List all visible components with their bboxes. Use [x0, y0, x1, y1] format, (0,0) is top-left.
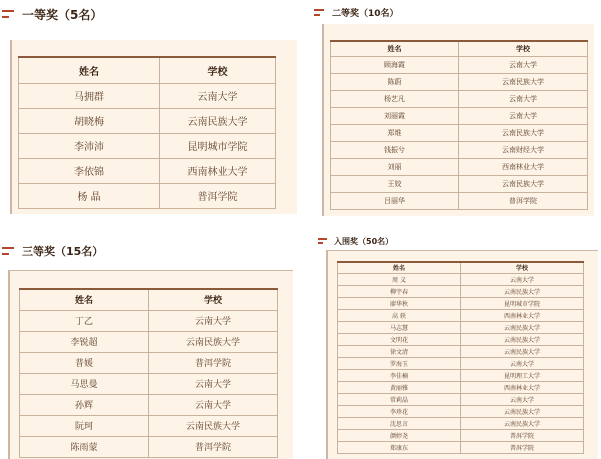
school-cell: 云南大学 — [459, 56, 588, 73]
first-prize-title: 一等奖（5名） — [22, 7, 103, 22]
school-cell: 云南民族大学 — [149, 415, 278, 436]
school-cell: 云南民族大学 — [149, 331, 278, 352]
name-cell: 黄丽雅 — [338, 381, 461, 393]
table-row — [331, 158, 588, 175]
second-prize-table — [330, 40, 588, 210]
school-cell: 云南大学 — [149, 310, 278, 331]
table-row — [338, 333, 584, 345]
school-cell: 云南大学 — [461, 393, 584, 405]
heading-marker-icon — [318, 238, 327, 244]
table-row — [331, 107, 588, 124]
name-cell: 丁乙 — [20, 310, 149, 331]
school-cell: 西南林业大学 — [459, 158, 588, 175]
school-cell: 云南大学 — [461, 273, 584, 285]
name-cell: 刘丽 — [331, 158, 459, 175]
name-cell: 高 轶 — [338, 309, 461, 321]
school-cell: 云南民族大学 — [459, 73, 588, 90]
honorable-title: 入围奖（50名） — [334, 236, 394, 246]
table-row — [331, 175, 588, 192]
first-prize-heading — [2, 5, 102, 23]
name-cell: 杨 晶 — [19, 183, 160, 208]
school-cell: 普洱学院 — [149, 352, 278, 373]
column-header-school: 学校 — [149, 289, 278, 310]
school-cell: 云南民族大学 — [461, 345, 584, 357]
name-cell: 李沛沛 — [19, 133, 160, 158]
school-cell: 普洱学院 — [160, 183, 276, 208]
name-cell: 杨艺凡 — [331, 90, 459, 107]
column-header-school: 学校 — [461, 262, 584, 273]
name-cell: 廖华秋 — [338, 297, 461, 309]
table-row — [338, 393, 584, 405]
table-row — [338, 321, 584, 333]
school-cell: 西南林业大学 — [160, 158, 276, 183]
name-cell: 马思曼 — [20, 373, 149, 394]
table-row — [331, 90, 588, 107]
column-header-name: 姓名 — [19, 57, 160, 83]
column-header-school: 学校 — [459, 41, 588, 56]
table-row — [19, 133, 276, 158]
name-cell: 刘丽霞 — [331, 107, 459, 124]
school-cell: 云南民族大学 — [461, 405, 584, 417]
name-cell: 马志慧 — [338, 321, 461, 333]
table-row — [338, 285, 584, 297]
name-cell: 吕丽华 — [331, 192, 459, 209]
third-prize-title: 三等奖（15名） — [22, 245, 104, 258]
table-row — [20, 352, 278, 373]
name-cell: 柳宇春 — [338, 285, 461, 297]
table-row — [331, 192, 588, 209]
table-row — [338, 381, 584, 393]
table-row — [19, 183, 276, 208]
table-row — [19, 108, 276, 133]
table-row — [20, 310, 278, 331]
name-cell: 胡晓梅 — [19, 108, 160, 133]
honorable-heading — [318, 235, 393, 247]
name-cell: 李佳楠 — [338, 369, 461, 381]
school-cell: 云南大学 — [149, 394, 278, 415]
honorable-table — [337, 261, 584, 454]
table-row — [20, 436, 278, 457]
school-cell: 普洱学院 — [459, 192, 588, 209]
school-cell: 云南大学 — [461, 357, 584, 369]
column-header-name: 姓名 — [20, 289, 149, 310]
school-cell: 普洱学院 — [149, 436, 278, 457]
table-row — [338, 369, 584, 381]
table-row — [338, 429, 584, 441]
name-cell: 李珍花 — [338, 405, 461, 417]
school-cell: 云南民族大学 — [461, 417, 584, 429]
name-cell: 常莉晶 — [338, 393, 461, 405]
school-cell: 西南林业大学 — [461, 381, 584, 393]
first-prize-table — [18, 56, 276, 209]
name-cell: 普媛 — [20, 352, 149, 373]
school-cell: 云南民族大学 — [160, 108, 276, 133]
second-prize-heading — [314, 5, 399, 19]
table-row — [331, 124, 588, 141]
column-header-name: 姓名 — [338, 262, 461, 273]
table-row — [338, 357, 584, 369]
second-prize-title: 二等奖（10名） — [332, 8, 399, 19]
name-cell: 颜婷尧 — [338, 429, 461, 441]
third-prize-table — [19, 288, 278, 458]
school-cell: 云南民族大学 — [461, 285, 584, 297]
name-cell: 孙辉 — [20, 394, 149, 415]
school-cell: 昆明城市学院 — [160, 133, 276, 158]
name-cell: 郑维 — [331, 124, 459, 141]
name-cell: 徐文清 — [338, 345, 461, 357]
school-cell: 云南大学 — [459, 90, 588, 107]
name-cell: 王姣 — [331, 175, 459, 192]
name-cell: 沈思言 — [338, 417, 461, 429]
school-cell: 昆明理工大学 — [461, 369, 584, 381]
name-cell: 马拥群 — [19, 83, 160, 108]
name-cell: 顾海霞 — [331, 56, 459, 73]
table-row — [338, 405, 584, 417]
heading-marker-icon — [2, 10, 14, 18]
table-row — [338, 441, 584, 453]
table-row — [338, 297, 584, 309]
table-row — [20, 331, 278, 352]
name-cell: 钱振兮 — [331, 141, 459, 158]
school-cell: 云南大学 — [459, 107, 588, 124]
name-cell: 文明花 — [338, 333, 461, 345]
school-cell: 普洱学院 — [461, 441, 584, 453]
table-row — [19, 158, 276, 183]
table-row — [20, 394, 278, 415]
table-row — [20, 373, 278, 394]
name-cell: 李锐超 — [20, 331, 149, 352]
table-row — [331, 56, 588, 73]
table-row — [338, 345, 584, 357]
table-row — [338, 309, 584, 321]
school-cell: 昆明城市学院 — [461, 297, 584, 309]
school-cell: 云南民族大学 — [459, 124, 588, 141]
table-row — [19, 83, 276, 108]
heading-marker-icon — [314, 9, 324, 16]
name-cell: 周 义 — [338, 273, 461, 285]
name-cell: 陈蔚 — [331, 73, 459, 90]
heading-marker-icon — [2, 247, 14, 255]
school-cell: 云南大学 — [160, 83, 276, 108]
school-cell: 西南林业大学 — [461, 309, 584, 321]
school-cell: 云南民族大学 — [461, 321, 584, 333]
table-row — [331, 141, 588, 158]
name-cell: 郑康东 — [338, 441, 461, 453]
name-cell: 阮珂 — [20, 415, 149, 436]
school-cell: 云南大学 — [149, 373, 278, 394]
third-prize-heading — [2, 243, 103, 259]
table-row — [331, 73, 588, 90]
column-header-school: 学校 — [160, 57, 276, 83]
name-cell: 李依锦 — [19, 158, 160, 183]
table-row — [338, 273, 584, 285]
table-row — [338, 417, 584, 429]
school-cell: 云南财经大学 — [459, 141, 588, 158]
column-header-name: 姓名 — [331, 41, 459, 56]
school-cell: 云南民族大学 — [459, 175, 588, 192]
school-cell: 普洱学院 — [461, 429, 584, 441]
name-cell: 罗海玉 — [338, 357, 461, 369]
table-row — [20, 415, 278, 436]
name-cell: 陈雨蒙 — [20, 436, 149, 457]
school-cell: 云南民族大学 — [461, 333, 584, 345]
